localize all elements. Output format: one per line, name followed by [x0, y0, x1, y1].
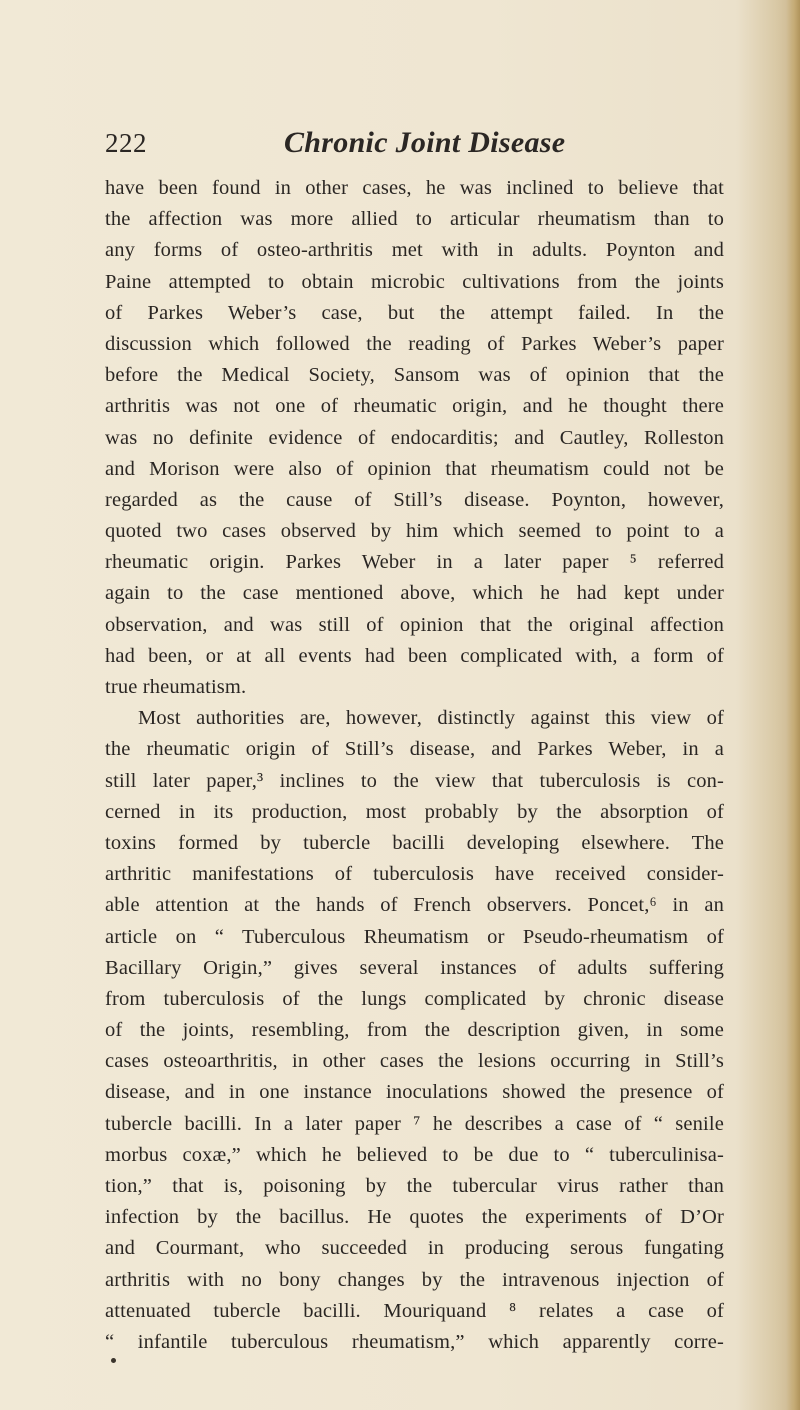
text-line: and Courmant, who succeeded in producing serous fungating — [105, 1237, 724, 1260]
text-line: observation, and was still of opinion that the original affection — [105, 613, 724, 636]
page-number: 222 — [105, 128, 147, 158]
page-edge-shadow — [786, 0, 800, 1410]
text-line: Paine attempted to obtain microbic cultivations from the joints — [105, 270, 724, 293]
text-line: arthritis with no bony changes by the intravenous injection of — [105, 1268, 724, 1291]
text-line: arthritic manifestations of tuberculosis have received consider- — [105, 863, 724, 886]
text-line-paragraph-end: true rheumatism. — [105, 676, 247, 698]
text-line: toxins formed by tubercle bacilli developing elsewhere. The — [105, 831, 724, 854]
text-line: had been, or at all events had been complicated with, a form of — [105, 644, 724, 667]
text-line: cases osteoarthritis, in other cases the lesions occurring in Still’s — [105, 1050, 724, 1073]
text-line: the rheumatic origin of Still’s disease, and Parkes Weber, in a — [105, 738, 724, 761]
text-line: tion,” that is, poisoning by the tubercular virus rather than — [105, 1175, 724, 1197]
text-line: arthritis was not one of rheumatic origin, and he thought there — [105, 395, 724, 418]
text-line: cerned in its production, most probably by the absorption of — [105, 800, 724, 823]
text-line: regarded as the cause of Still’s disease. Poynton, however, — [105, 488, 724, 511]
text-line: tubercle bacilli. In a later paper ⁷ he describes a case of “ senile — [105, 1112, 724, 1135]
text-line: still later paper,³ inclines to the view that tuberculosis is con- — [105, 769, 724, 792]
text-line: article on “ Tuberculous Rheumatism or Pseudo-rheumatism of — [105, 925, 724, 948]
text-line: able attention at the hands of French observers. Poncet,⁶ in an — [105, 894, 724, 917]
text-line: the affection was more allied to articular rheumatism than to — [105, 208, 724, 231]
text-line: Bacillary Origin,” gives several instances of adults suffering — [105, 956, 724, 979]
text-line: infection by the bacillus. He quotes the experiments of D’Or — [105, 1206, 724, 1229]
page-header — [105, 128, 705, 168]
text-line: again to the case mentioned above, which he had kept under — [105, 582, 724, 605]
text-line: of the joints, resembling, from the description given, in some — [105, 1019, 724, 1042]
text-line: have been found in other cases, he was inclined to believe that — [105, 177, 724, 199]
text-line: attenuated tubercle bacilli. Mouriquand ⁸ relates a case of — [105, 1299, 724, 1322]
text-line: rheumatic origin. Parkes Weber in a later paper ⁵ referred — [105, 551, 724, 574]
text-line: morbus coxæ,” which he believed to be due to “ tuberculinisa- — [105, 1143, 724, 1166]
text-line: of Parkes Weber’s case, but the attempt failed. In the — [105, 301, 724, 324]
text-line: disease, and in one instance inoculations showed the presence of — [105, 1081, 724, 1104]
text-line: before the Medical Society, Sansom was of opinion that the — [105, 364, 724, 387]
text-line: and Morison were also of opinion that rheumatism could not be — [105, 457, 724, 480]
text-line: discussion which followed the reading of Parkes Weber’s paper — [105, 332, 724, 355]
running-head: Chronic Joint Disease — [284, 126, 566, 159]
text-line: from tuberculosis of the lungs complicated by chronic disease — [105, 987, 724, 1010]
ink-speck — [111, 1358, 116, 1363]
text-line: any forms of osteo-arthritis met with in adults. Poynton and — [105, 239, 724, 262]
text-line: “ infantile tuberculous rheumatism,” which apparently corre- — [105, 1330, 724, 1353]
text-line: was no definite evidence of endocarditis; and Cautley, Rolleston — [105, 426, 724, 449]
body-text — [105, 173, 724, 1358]
text-line-paragraph-start: Most authorities are, however, distinctly against this view of — [138, 707, 724, 730]
text-line: quoted two cases observed by him which seemed to point to a — [105, 520, 724, 543]
